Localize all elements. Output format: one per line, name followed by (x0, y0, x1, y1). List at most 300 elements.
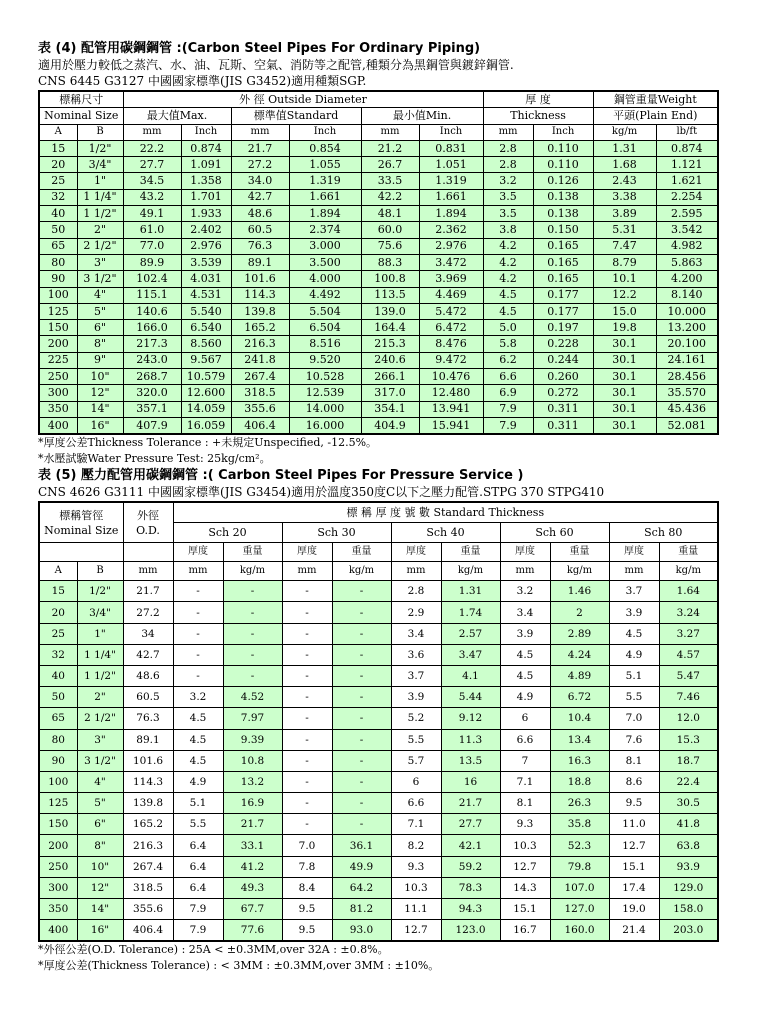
table-cell: 318.5 (123, 877, 173, 898)
table-cell: 52.081 (656, 417, 718, 434)
table-cell: 5.1 (609, 665, 659, 686)
table-row (39, 899, 718, 920)
table-cell: 12.7 (609, 835, 659, 856)
table-row (39, 238, 718, 254)
table-cell: 15.1 (609, 856, 659, 877)
table-cell: 77.0 (123, 238, 181, 254)
table-cell: 80 (39, 254, 77, 270)
table-cell: 3.500 (289, 254, 361, 270)
unit-header-cell: mm (123, 562, 173, 581)
table-cell: 2.976 (419, 238, 483, 254)
table-cell: 5.0 (483, 320, 533, 336)
header-blank (123, 543, 173, 562)
table-cell: 400 (39, 920, 77, 942)
table-cell: 16.000 (289, 417, 361, 434)
table-cell: 4.24 (550, 644, 609, 665)
table-cell: 3" (77, 254, 123, 270)
table-cell: 139.8 (231, 303, 289, 319)
unit-header-cell: kg/m (223, 562, 282, 581)
unit-header-cell: Inch (181, 124, 231, 140)
thickness-header: 厚度 (282, 543, 332, 562)
table4-title: 表 (4) 配管用碳鋼鋼管 :(Carbon Steel Pipes For Ordinary Piping) (38, 41, 481, 56)
table-row (39, 665, 718, 686)
table-cell: 41.8 (659, 814, 718, 835)
table-row (39, 623, 718, 644)
table-cell: 7.1 (391, 814, 441, 835)
table-cell: 0.311 (533, 417, 593, 434)
table-cell: 26.7 (361, 157, 419, 173)
table-cell: 80 (39, 729, 77, 750)
table5-thickness-tolerance-note: *厚度公差(Thickness Tolerance) : < 3MM : ±0.3MM,over 3MM : ±10%。 (38, 959, 440, 973)
table-cell: 14.3 (500, 877, 550, 898)
table-cell: 1.121 (656, 157, 718, 173)
table-cell: 42.2 (361, 189, 419, 205)
table-cell: 3/4" (77, 602, 123, 623)
table-cell: 406.4 (123, 920, 173, 942)
table-cell: - (173, 602, 223, 623)
table-cell: 6.2 (483, 352, 533, 368)
table-cell: 10.476 (419, 369, 483, 385)
table-cell: 0.177 (533, 287, 593, 303)
table-cell: 203.0 (659, 920, 718, 942)
table-cell: - (282, 687, 332, 708)
table-cell: 2.362 (419, 222, 483, 238)
table-cell: 8.2 (391, 835, 441, 856)
table-cell: 8.476 (419, 336, 483, 352)
table-cell: 2.8 (483, 140, 533, 156)
table-cell: 3.9 (609, 602, 659, 623)
weight-header: 重量 (550, 543, 609, 562)
weight-header: 重量 (659, 543, 718, 562)
table-cell: 30.1 (593, 336, 656, 352)
unit-header-cell: A (39, 124, 77, 140)
table-cell: 30.1 (593, 352, 656, 368)
table-row (39, 417, 718, 434)
table-cell: 268.7 (123, 369, 181, 385)
table-cell: 49.1 (123, 206, 181, 222)
header-standard: 標準值Standard (231, 108, 361, 124)
table-cell: 4.9 (500, 687, 550, 708)
table-cell: - (223, 623, 282, 644)
table-cell: 3" (77, 729, 123, 750)
table-cell: 0.854 (289, 140, 361, 156)
header-thickness-zh: 厚 度 (483, 91, 593, 108)
table-cell: 241.8 (231, 352, 289, 368)
table-cell: 32 (39, 644, 77, 665)
table-cell: 404.9 (361, 417, 419, 434)
table-cell: 5.5 (609, 687, 659, 708)
table4-description: 適用於壓力較低之蒸汽、水、油、瓦斯、空氣、消防等之配管,種類分為黑鋼管與鍍鋅鋼管. (38, 58, 514, 72)
header-nominal-size-en: Nominal Size (39, 108, 123, 124)
table-cell: 4.5 (173, 750, 223, 771)
table-cell: 7 (500, 750, 550, 771)
table-cell: 4.89 (550, 665, 609, 686)
table-cell: 1.894 (419, 206, 483, 222)
table-cell: 4.5 (500, 665, 550, 686)
table-row (39, 708, 718, 729)
table-cell: 355.6 (231, 401, 289, 417)
table-cell: - (282, 665, 332, 686)
table-cell: 43.2 (123, 189, 181, 205)
table-cell: 25 (39, 173, 77, 189)
table-cell: 250 (39, 369, 77, 385)
table-cell: 139.8 (123, 793, 173, 814)
table-cell: 33.5 (361, 173, 419, 189)
table-cell: - (223, 665, 282, 686)
table-cell: 4.531 (181, 287, 231, 303)
table-cell: 200 (39, 835, 77, 856)
table-cell: 1 1/4" (77, 189, 123, 205)
header-blank (39, 543, 123, 562)
table-cell: 6 (391, 771, 441, 792)
table-cell: 11.1 (391, 899, 441, 920)
table-cell: 407.9 (123, 417, 181, 434)
table-cell: 5.47 (659, 665, 718, 686)
table-cell: 115.1 (123, 287, 181, 303)
table-cell: 400 (39, 417, 77, 434)
header-nominal-size (39, 502, 123, 543)
table5-pressure-service-pipes (38, 501, 719, 942)
table-cell: 1.894 (289, 206, 361, 222)
header-nominal-size-en: Nominal Size (44, 523, 119, 537)
table4-carbon-steel-pipes (38, 90, 719, 435)
table-cell: 4.5 (483, 287, 533, 303)
table-cell: 1" (77, 173, 123, 189)
table-cell: 3 1/2" (77, 750, 123, 771)
table-cell: 4.5 (500, 644, 550, 665)
table-cell: 6.540 (181, 320, 231, 336)
table-cell: 81.2 (332, 899, 391, 920)
table-cell: 41.2 (223, 856, 282, 877)
table-cell: 8" (77, 835, 123, 856)
table-cell: 21.7 (231, 140, 289, 156)
table-cell: 4.492 (289, 287, 361, 303)
table-cell: 77.6 (223, 920, 282, 942)
table-cell: 20.100 (656, 336, 718, 352)
unit-header-cell: A (39, 562, 77, 581)
unit-header-cell: mm (361, 124, 419, 140)
table-cell: 9.3 (391, 856, 441, 877)
table-cell: 21.7 (123, 581, 173, 602)
table-cell: 4.52 (223, 687, 282, 708)
table-cell: 12.480 (419, 385, 483, 401)
table-cell: 6.6 (391, 793, 441, 814)
table-cell: 0.110 (533, 157, 593, 173)
table-cell: 10.3 (391, 877, 441, 898)
table-cell: 40 (39, 665, 77, 686)
table-cell: 7.46 (659, 687, 718, 708)
table-cell: 50 (39, 687, 77, 708)
table-cell: 0.311 (533, 401, 593, 417)
table-cell: 21.4 (609, 920, 659, 942)
table-cell: 15.941 (419, 417, 483, 434)
table-cell: 125 (39, 303, 77, 319)
table-cell: 21.7 (223, 814, 282, 835)
table-cell: 30.1 (593, 385, 656, 401)
table-cell: 267.4 (123, 856, 173, 877)
table-cell: 32 (39, 189, 77, 205)
table-cell: 30.1 (593, 401, 656, 417)
table-cell: 89.1 (231, 254, 289, 270)
table-cell: 5.44 (441, 687, 500, 708)
table-cell: 0.228 (533, 336, 593, 352)
table-cell: 406.4 (231, 417, 289, 434)
table-cell: 4.2 (483, 254, 533, 270)
table-cell: 1 1/2" (77, 206, 123, 222)
table-row (39, 352, 718, 368)
table-cell: - (173, 623, 223, 644)
table-cell: 16 (441, 771, 500, 792)
table-cell: 216.3 (123, 835, 173, 856)
table-cell: 8.140 (656, 287, 718, 303)
table-cell: 93.9 (659, 856, 718, 877)
table-cell: 267.4 (231, 369, 289, 385)
table-cell: - (282, 814, 332, 835)
table-row (39, 920, 718, 942)
table-cell: 3.5 (483, 206, 533, 222)
table-cell: - (332, 793, 391, 814)
table-cell: 5.5 (173, 814, 223, 835)
table-cell: 4.9 (173, 771, 223, 792)
table-cell: 16" (77, 417, 123, 434)
table-cell: - (282, 644, 332, 665)
table-cell: 4.5 (173, 729, 223, 750)
table-cell: 4.1 (441, 665, 500, 686)
unit-header-cell: mm (231, 124, 289, 140)
table-cell: 6.472 (419, 320, 483, 336)
table-cell: 0.150 (533, 222, 593, 238)
table-cell: 27.2 (231, 157, 289, 173)
table-cell: 160.0 (550, 920, 609, 942)
header-thickness-en: Thickness (483, 108, 593, 124)
unit-header-cell: mm (123, 124, 181, 140)
table-cell: 13.200 (656, 320, 718, 336)
table-cell: 0.874 (181, 140, 231, 156)
table-cell: - (332, 750, 391, 771)
table-cell: 1.64 (659, 581, 718, 602)
table-cell: 1.31 (593, 140, 656, 156)
table-cell: 107.0 (550, 877, 609, 898)
table-cell: 0.244 (533, 352, 593, 368)
table-cell: 27.7 (123, 157, 181, 173)
table-cell: 49.3 (223, 877, 282, 898)
table-cell: 1.621 (656, 173, 718, 189)
table-cell: 7.1 (500, 771, 550, 792)
table-cell: 48.6 (123, 665, 173, 686)
thickness-header: 厚度 (500, 543, 550, 562)
table-row (39, 687, 718, 708)
table-cell: 164.4 (361, 320, 419, 336)
table-cell: 25 (39, 623, 77, 644)
table-row (39, 814, 718, 835)
table-cell: 7.9 (483, 401, 533, 417)
table-cell: 113.5 (361, 287, 419, 303)
table-cell: 13.5 (441, 750, 500, 771)
table-cell: 5" (77, 303, 123, 319)
table-cell: 4.5 (173, 708, 223, 729)
table-cell: 60.0 (361, 222, 419, 238)
table-cell: 6.4 (173, 835, 223, 856)
table-cell: 22.4 (659, 771, 718, 792)
table-cell: 14.000 (289, 401, 361, 417)
table-cell: 100 (39, 771, 77, 792)
table-cell: 5.7 (391, 750, 441, 771)
table-cell: 2" (77, 222, 123, 238)
unit-header-cell: kg/m (593, 124, 656, 140)
table-cell: 35.570 (656, 385, 718, 401)
table-cell: 5.31 (593, 222, 656, 238)
table-row (39, 173, 718, 189)
table-cell: 2 1/2" (77, 708, 123, 729)
table-cell: 1/2" (77, 140, 123, 156)
table-cell: 64.2 (332, 877, 391, 898)
table-row (39, 771, 718, 792)
table-cell: 0.126 (533, 173, 593, 189)
table-cell: 5.1 (173, 793, 223, 814)
table-cell: 14.059 (181, 401, 231, 417)
table-cell: 1.661 (289, 189, 361, 205)
table-cell: 243.0 (123, 352, 181, 368)
table-cell: 12.2 (593, 287, 656, 303)
table-cell: 9" (77, 352, 123, 368)
table-cell: 13.2 (223, 771, 282, 792)
table-cell: 60.5 (123, 687, 173, 708)
table-cell: 2.89 (550, 623, 609, 644)
table-cell: 3.4 (391, 623, 441, 644)
table-cell: 1.933 (181, 206, 231, 222)
table-cell: 89.1 (123, 729, 173, 750)
table-cell: 49.9 (332, 856, 391, 877)
table4-standard-line: CNS 6445 G3127 中國國家標準(JIS G3452)適用種類SGP. (38, 74, 367, 88)
table-cell: 4.57 (659, 644, 718, 665)
table-cell: 15.1 (500, 899, 550, 920)
table-cell: 4.9 (609, 644, 659, 665)
table-cell: 12" (77, 877, 123, 898)
table-cell: 150 (39, 320, 77, 336)
table-cell: 0.831 (419, 140, 483, 156)
table-cell: 1.701 (181, 189, 231, 205)
table-cell: 12.600 (181, 385, 231, 401)
table-row (39, 254, 718, 270)
table-cell: 0.197 (533, 320, 593, 336)
table-cell: 1 1/4" (77, 644, 123, 665)
table-row (39, 303, 718, 319)
table-cell: 250 (39, 856, 77, 877)
table-cell: 350 (39, 401, 77, 417)
table-cell: 17.4 (609, 877, 659, 898)
table-cell: 1.319 (419, 173, 483, 189)
table-cell: - (332, 814, 391, 835)
table-cell: 150 (39, 814, 77, 835)
table-cell: 2.254 (656, 189, 718, 205)
header-weight: 鋼管重量Weight (593, 91, 718, 108)
table-cell: - (282, 581, 332, 602)
table-cell: 3.7 (609, 581, 659, 602)
table-cell: 75.6 (361, 238, 419, 254)
unit-header-cell: mm (500, 562, 550, 581)
table-cell: 7.97 (223, 708, 282, 729)
table-cell: 93.0 (332, 920, 391, 942)
table-cell: 13.941 (419, 401, 483, 417)
table-cell: 3.5 (483, 189, 533, 205)
table-cell: 3.9 (391, 687, 441, 708)
table-cell: 15 (39, 140, 77, 156)
table-cell: 3.2 (173, 687, 223, 708)
table-cell: 5.540 (181, 303, 231, 319)
table-cell: 4.982 (656, 238, 718, 254)
table-cell: 4.2 (483, 271, 533, 287)
table-cell: 8.79 (593, 254, 656, 270)
table-row (39, 835, 718, 856)
table-cell: 21.2 (361, 140, 419, 156)
table-cell: 50 (39, 222, 77, 238)
table-cell: 1/2" (77, 581, 123, 602)
header-nominal-size-zh: 標稱管徑 (59, 508, 104, 522)
table-cell: 20 (39, 157, 77, 173)
table-cell: 0.138 (533, 189, 593, 205)
table-cell: 35.8 (550, 814, 609, 835)
table-cell: 2 1/2" (77, 238, 123, 254)
table-cell: 10.579 (181, 369, 231, 385)
table-cell: 5.472 (419, 303, 483, 319)
table-cell: 123.0 (441, 920, 500, 942)
table5-title: 表 (5) 壓力配管用碳鋼鋼管 :( Carbon Steel Pipes For Pressure Service ) (38, 468, 524, 484)
table-cell: 0.110 (533, 140, 593, 156)
table-cell: 355.6 (123, 899, 173, 920)
table-cell: 0.138 (533, 206, 593, 222)
table-cell: 10" (77, 856, 123, 877)
unit-header-cell: Inch (289, 124, 361, 140)
table-cell: 15.3 (659, 729, 718, 750)
table-cell: 9.567 (181, 352, 231, 368)
table-cell: 3.000 (289, 238, 361, 254)
table-cell: - (173, 581, 223, 602)
table-cell: 3/4" (77, 157, 123, 173)
table-cell: 13.4 (550, 729, 609, 750)
table-cell: 26.3 (550, 793, 609, 814)
table-cell: 158.0 (659, 899, 718, 920)
schedule-header: Sch 30 (282, 523, 391, 543)
table-cell: 1.319 (289, 173, 361, 189)
table-cell: 3.6 (391, 644, 441, 665)
table-row (39, 206, 718, 222)
table-cell: 6.504 (289, 320, 361, 336)
table-cell: 8.6 (609, 771, 659, 792)
table-cell: 0.165 (533, 238, 593, 254)
table-cell: 7.47 (593, 238, 656, 254)
table4-thickness-tolerance-note: *厚度公差Thickness Tolerance : +未規定Unspecified, -12.5%。 (38, 436, 378, 450)
table-cell: 6 (500, 708, 550, 729)
table-cell: 7.0 (609, 708, 659, 729)
table-cell: 2 (550, 602, 609, 623)
table-cell: 2" (77, 687, 123, 708)
table-row (39, 750, 718, 771)
table-cell: 60.5 (231, 222, 289, 238)
table-cell: 8.4 (282, 877, 332, 898)
table-cell: - (282, 750, 332, 771)
table-cell: 1 1/2" (77, 665, 123, 686)
table-cell: 10.1 (593, 271, 656, 287)
table-cell: 18.8 (550, 771, 609, 792)
table-cell: 10" (77, 369, 123, 385)
table-cell: 10.528 (289, 369, 361, 385)
table-row (39, 729, 718, 750)
table-cell: 217.3 (123, 336, 181, 352)
table-cell: - (332, 729, 391, 750)
table-cell: 78.3 (441, 877, 500, 898)
table-cell: 7.9 (173, 920, 223, 942)
table-cell: 0.272 (533, 385, 593, 401)
